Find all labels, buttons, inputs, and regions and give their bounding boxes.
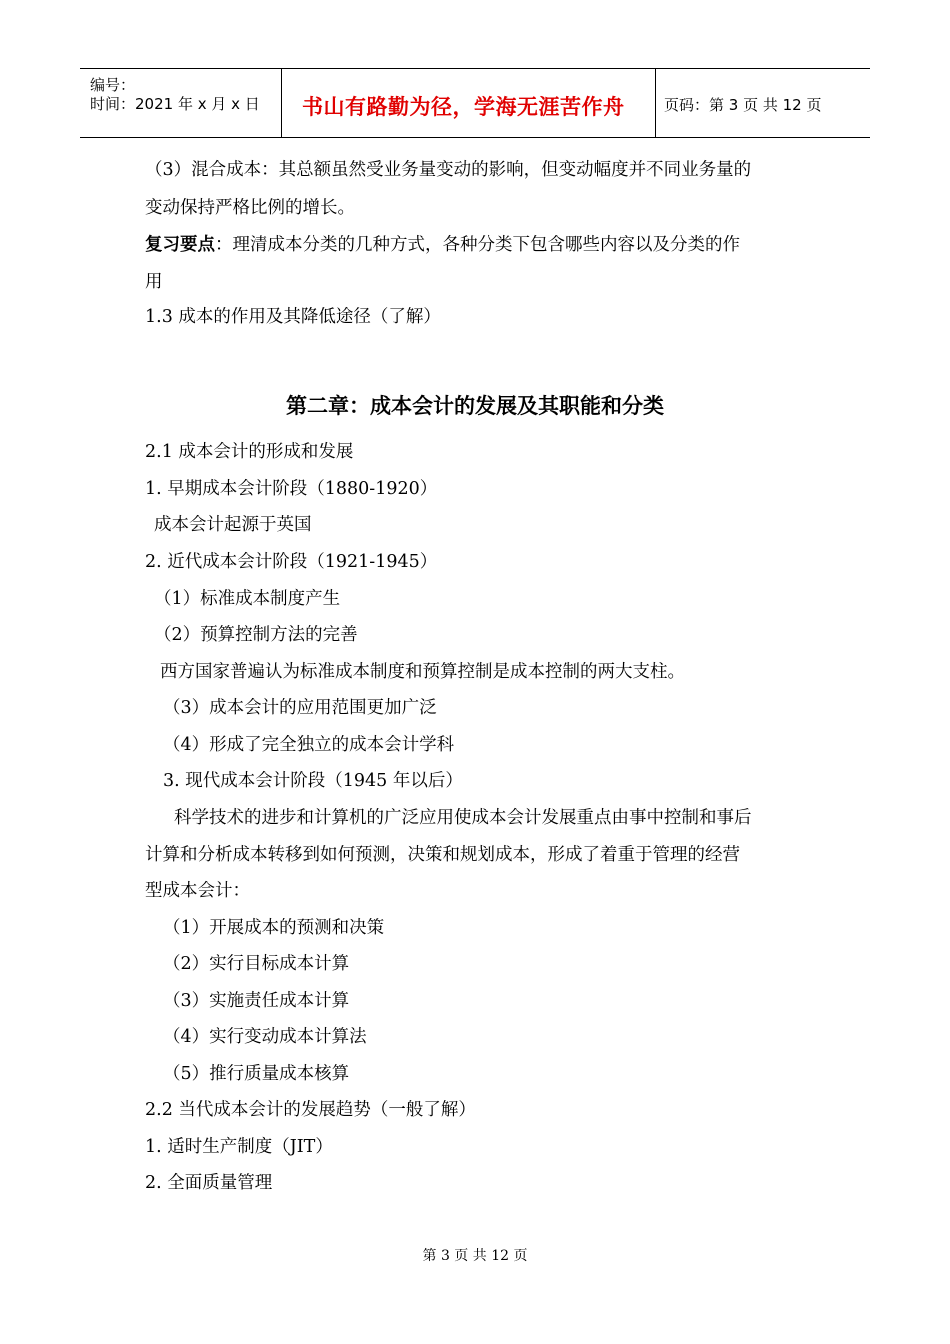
stage-3-item-4: （4）实行变动成本计算法	[163, 1027, 367, 1047]
review-text: ：理清成本分类的几种方式，各种分类下包含哪些内容以及分类的作	[215, 235, 740, 255]
stage-1-note: 成本会计起源于英国	[154, 515, 312, 535]
stage-1-heading: 1. 早期成本会计阶段（1880-1920）	[145, 479, 438, 499]
page-footer: 第 3 页 共 12 页	[422, 1248, 528, 1264]
mixed-cost-line-1: （3）混合成本：其总额虽然受业务量变动的影响，但变动幅度并不同业务量的	[145, 160, 752, 180]
number-label: 编号：	[90, 76, 136, 94]
stage-3-item-3: （3）实施责任成本计算	[163, 991, 350, 1011]
stage-3-item-2: （2）实行目标成本计算	[163, 954, 350, 974]
stage-2-item-2: （2）预算控制方法的完善	[154, 625, 358, 645]
mixed-cost-line-2: 变动保持严格比例的增长。	[145, 198, 355, 218]
header-motto: 书山有路勤为径，学海无涯苦作舟	[302, 95, 625, 119]
trend-1: 1. 适时生产制度（JIT）	[145, 1137, 333, 1157]
stage-3-para-line-3: 型成本会计：	[145, 881, 250, 901]
stage-2-item-1: （1）标准成本制度产生	[154, 589, 341, 609]
stage-2-heading: 2. 近代成本会计阶段（1921-1945）	[145, 552, 438, 572]
stage-3-para-line-1: 科学技术的进步和计算机的广泛应用使成本会计发展重点由事中控制和事后	[174, 808, 752, 828]
stage-2-item-4: （4）形成了完全独立的成本会计学科	[163, 735, 455, 755]
header-motto-cell	[281, 69, 656, 137]
stage-3-item-5: （5）推行质量成本核算	[163, 1064, 350, 1084]
page-header	[80, 68, 870, 138]
stage-2-note: 西方国家普遍认为标准成本制度和预算控制是成本控制的两大支柱。	[160, 662, 685, 682]
header-page-cell	[655, 69, 870, 137]
review-label: 复习要点	[145, 235, 215, 255]
review-points	[145, 233, 740, 257]
section-2-1: 2.1 成本会计的形成和发展	[145, 442, 354, 462]
header-page-number: 页码：第 3 页 共 12 页	[664, 96, 822, 114]
header-meta	[80, 69, 281, 137]
review-text-cont: 用	[145, 272, 163, 292]
stage-3-item-1: （1）开展成本的预测和决策	[163, 918, 385, 938]
stage-2-item-3: （3）成本会计的应用范围更加广泛	[163, 698, 437, 718]
chapter-title: 第二章：成本会计的发展及其职能和分类	[286, 394, 664, 418]
section-1-3: 1.3 成本的作用及其降低途径（了解）	[145, 307, 441, 327]
stage-3-heading: 3. 现代成本会计阶段（1945 年以后）	[163, 771, 463, 791]
stage-3-para-line-2: 计算和分析成本转移到如何预测，决策和规划成本，形成了着重于管理的经营	[145, 845, 740, 865]
trend-2: 2. 全面质量管理	[145, 1173, 273, 1193]
section-2-2: 2.2 当代成本会计的发展趋势（一般了解）	[145, 1100, 476, 1120]
date-label: 时间：2021 年 x 月 x 日	[90, 95, 260, 113]
